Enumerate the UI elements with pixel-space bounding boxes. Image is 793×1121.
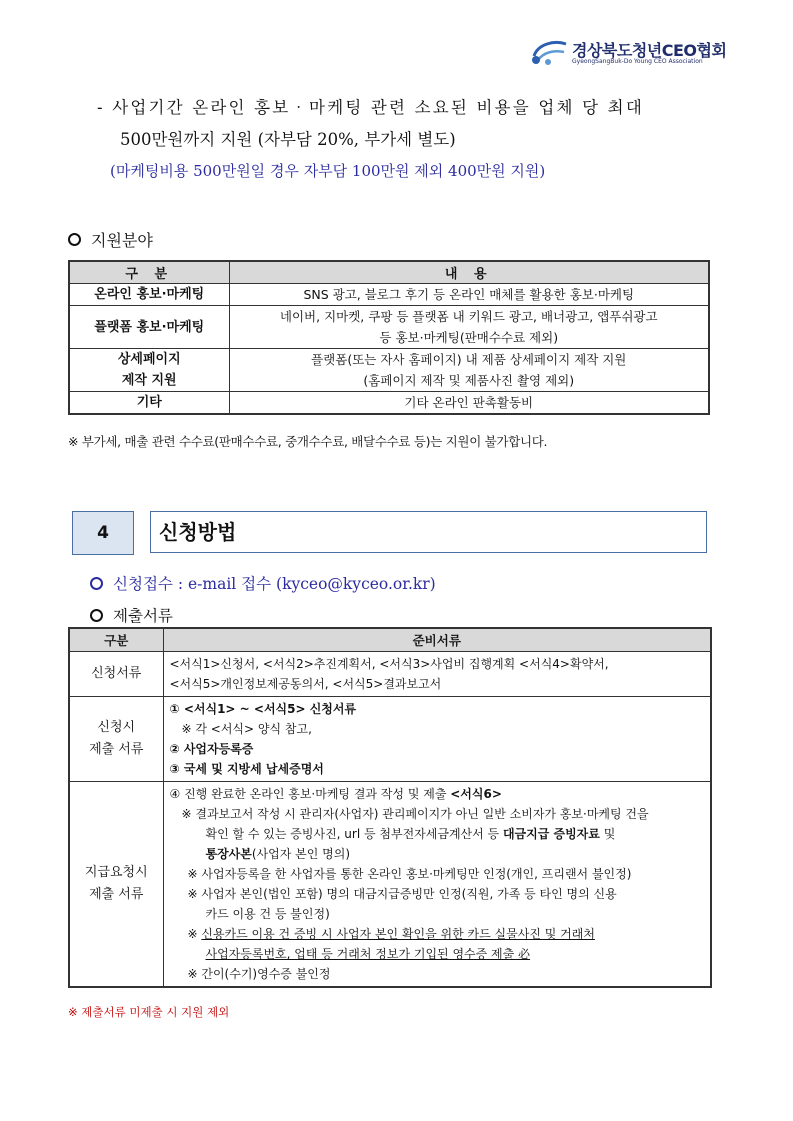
ring-bullet-icon (68, 233, 81, 246)
row-content: <서식1>신청서, <서식2>추진계획서, <서식3>사업비 집행계획 <서식4>확약서, <서식5>개인정보제공동의서, <서식5>결과보고서 (163, 652, 711, 697)
support-table (68, 260, 710, 415)
table-row (69, 306, 709, 349)
intro-line-1: - 사업기간 온라인 홍보‧마케팅 관련 소요된 비용을 업체 당 최대 (97, 98, 644, 117)
table-row (69, 782, 711, 988)
table-row (69, 652, 711, 697)
row-content: ④ 진행 완료한 온라인 홍보·마케팅 결과 작성 및 제출 <서식6> ※ 결과보고서 작성 시 관리자(사업자) 관리페이지가 아닌 일반 소비자가 홍보·마케팅 건을 확인 할 수 있는 증빙사진, url 등 첨부전자세금계산서 등 대금지급 증빙자료 및 통장사본(사업자 본인 명의) ※ 사업자등록을 한 사업자를 통한 온라인 홍보·마케팅만 인정(개인, 프리랜서 불인정) ※ 사업자 본인(법인 포함) 명의 대금지급증빙만 인정(직원, 가족 등 타인 명의 신용 카드 이용 건 등 불인정) ※ 신용카드 이용 건 증빙 시 사업자 본인 확인을 위한 카드 실물사진 및 거래처 사업자등록번호, 업태 등 거래처 정보가 기입된 영수증 제출 必 ※ 간이(수기)영수증 불인정 (163, 782, 711, 988)
ring-bullet-icon (90, 577, 103, 590)
row-content: 플랫폼(또는 자사 홈페이지) 내 제품 상세페이지 제작 지원 (홈페이지 제작 및 제품사진 촬영 제외) (229, 349, 709, 392)
documents-table (68, 627, 712, 988)
support-note: ※ 부가세, 매출 관련 수수료(판매수수료, 중개수수료, 배달수수료 등)는 지원이 불가합니다. (68, 434, 548, 449)
section-title: 신청방법 (150, 511, 707, 553)
col-header-category: 구분 (69, 628, 163, 652)
row-label: 온라인 홍보·마케팅 (69, 284, 229, 306)
ring-bullet-icon (90, 609, 103, 622)
intro-line-3: (마케팅비용 500만원일 경우 자부담 100만원 제외 400만원 지원) (110, 162, 546, 180)
apply-info: 신청접수 : e-mail 접수 (kyceo@kyceo.or.kr) (90, 572, 436, 594)
table-row (69, 284, 709, 306)
docs-heading: 제출서류 (90, 604, 173, 626)
row-content: 기타 온라인 판촉활동비 (229, 392, 709, 415)
row-content: ① <서식1> ~ <서식5> 신청서류 ※ 각 <서식> 양식 참고, ② 사업자등록증 ③ 국세 및 지방세 납세증명서 (163, 697, 711, 782)
logo-text: 경상북도청년CEO협회 (572, 41, 727, 60)
association-logo (528, 36, 738, 70)
support-heading: 지원분야 (68, 228, 153, 251)
row-content: 네이버, 지마켓, 쿠팡 등 플랫폼 내 키워드 광고, 배너광고, 앱푸쉬광고 등 홍보·마케팅(판매수수료 제외) (229, 306, 709, 349)
col-header-content: 내 용 (229, 261, 709, 284)
logo-subtext: GyeongSangBuk-Do Young CEO Association (572, 58, 703, 65)
row-label: 상세페이지 제작 지원 (69, 349, 229, 392)
submission-note: ※ 제출서류 미제출 시 지원 제외 (68, 1005, 230, 1019)
table-row (69, 349, 709, 392)
row-label: 지급요청시 제출 서류 (69, 782, 163, 988)
logo-mark-icon (528, 38, 570, 68)
row-label: 신청시 제출 서류 (69, 697, 163, 782)
col-header-documents: 준비서류 (163, 628, 711, 652)
intro-line-2: 500만원까지 지원 (자부담 20%, 부가세 별도) (120, 130, 456, 149)
row-label: 신청서류 (69, 652, 163, 697)
table-row (69, 697, 711, 782)
row-label: 플랫폼 홍보·마케팅 (69, 306, 229, 349)
row-content: SNS 광고, 블로그 후기 등 온라인 매체를 활용한 홍보·마케팅 (229, 284, 709, 306)
row-label: 기타 (69, 392, 229, 415)
col-header-category: 구 분 (69, 261, 229, 284)
section-number: 4 (72, 511, 134, 555)
table-row (69, 392, 709, 415)
